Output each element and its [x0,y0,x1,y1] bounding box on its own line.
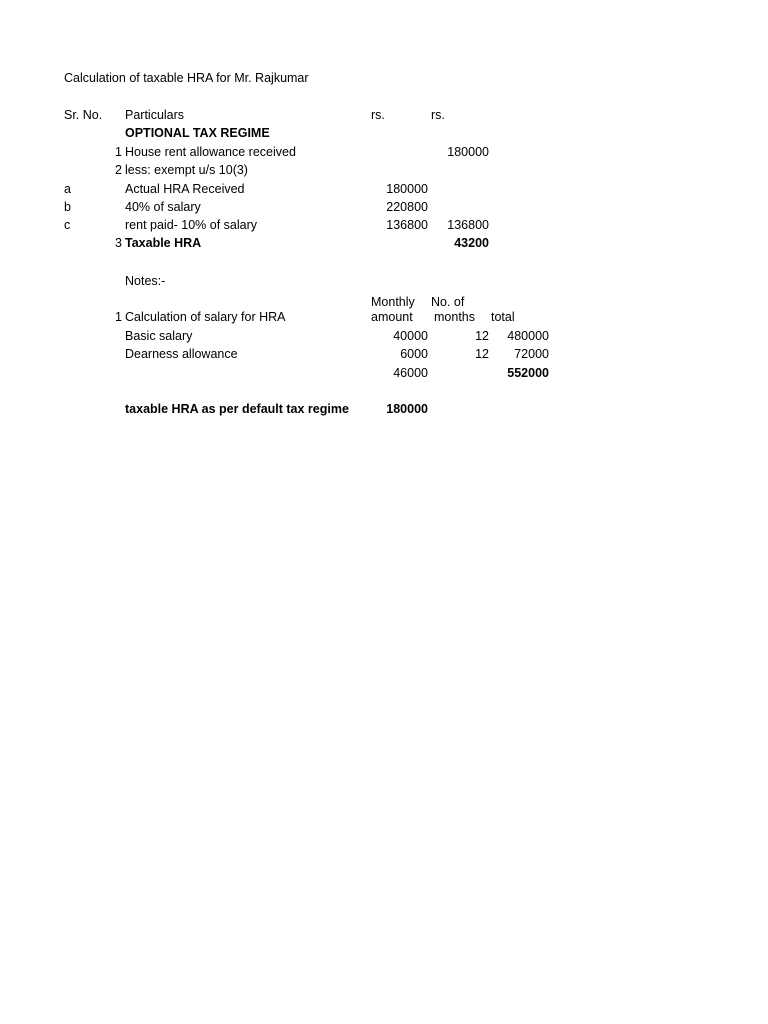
row-number: 2 [115,163,122,177]
header-row [0,107,768,125]
row-sr: a [64,182,71,196]
header-months: months [434,310,475,324]
table-row [0,144,768,162]
header-sr-no: Sr. No. [64,108,103,122]
row-value-rs1: 136800 [386,218,428,232]
header-total: total [491,310,515,324]
table-row [0,346,768,364]
row-value-rs2: 180000 [447,145,489,159]
header-particulars: Particulars [125,108,185,122]
row-value-rs1: 220800 [386,200,428,214]
total-amount: 480000 [507,329,549,343]
title-row [0,70,768,88]
row-number: 1 [115,145,122,159]
header-monthly: Monthly [371,295,415,309]
notes-header-row-2 [0,309,768,327]
default-regime-label: taxable HRA as per default tax regime [125,402,349,416]
total-sum: 552000 [507,366,549,380]
table-row [0,217,768,235]
months-count: 12 [475,329,489,343]
default-regime-row [0,401,768,419]
default-regime-value: 180000 [386,402,428,416]
monthly-sum: 46000 [393,366,428,380]
row-number: 3 [115,236,122,250]
header-amount: amount [371,310,413,324]
salary-component-label: Dearness allowance [125,347,238,361]
table-row [0,235,768,253]
table-row [0,162,768,180]
row-label: Actual HRA Received [125,182,245,196]
page-title: Calculation of taxable HRA for Mr. Rajkumar [64,71,309,85]
row-value-rs1: 180000 [386,182,428,196]
table-row [0,199,768,217]
table-row [0,181,768,199]
row-label: less: exempt u/s 10(3) [125,163,248,177]
section-title: OPTIONAL TAX REGIME [125,126,270,140]
monthly-amount: 40000 [393,329,428,343]
salary-component-label: Basic salary [125,329,193,343]
row-label: House rent allowance received [125,145,296,159]
note-label: Calculation of salary for HRA [125,310,286,324]
total-amount: 72000 [514,347,549,361]
months-count: 12 [475,347,489,361]
row-label: rent paid- 10% of salary [125,218,258,232]
row-sr: c [64,218,71,232]
row-sr: b [64,200,71,214]
row-value-rs2: 136800 [447,218,489,232]
monthly-amount: 6000 [400,347,428,361]
note-number: 1 [115,310,122,324]
section-title-row [0,125,768,143]
header-rs-2: rs. [431,108,445,122]
row-label: Taxable HRA [125,236,202,250]
row-label: 40% of salary [125,200,201,214]
header-no-of: No. of [431,295,465,309]
taxable-hra-value: 43200 [454,236,489,250]
header-rs-1: rs. [371,108,385,122]
notes-heading: Notes:- [125,274,166,288]
notes-heading-row [0,273,768,291]
sum-row [0,365,768,383]
table-row [0,328,768,346]
